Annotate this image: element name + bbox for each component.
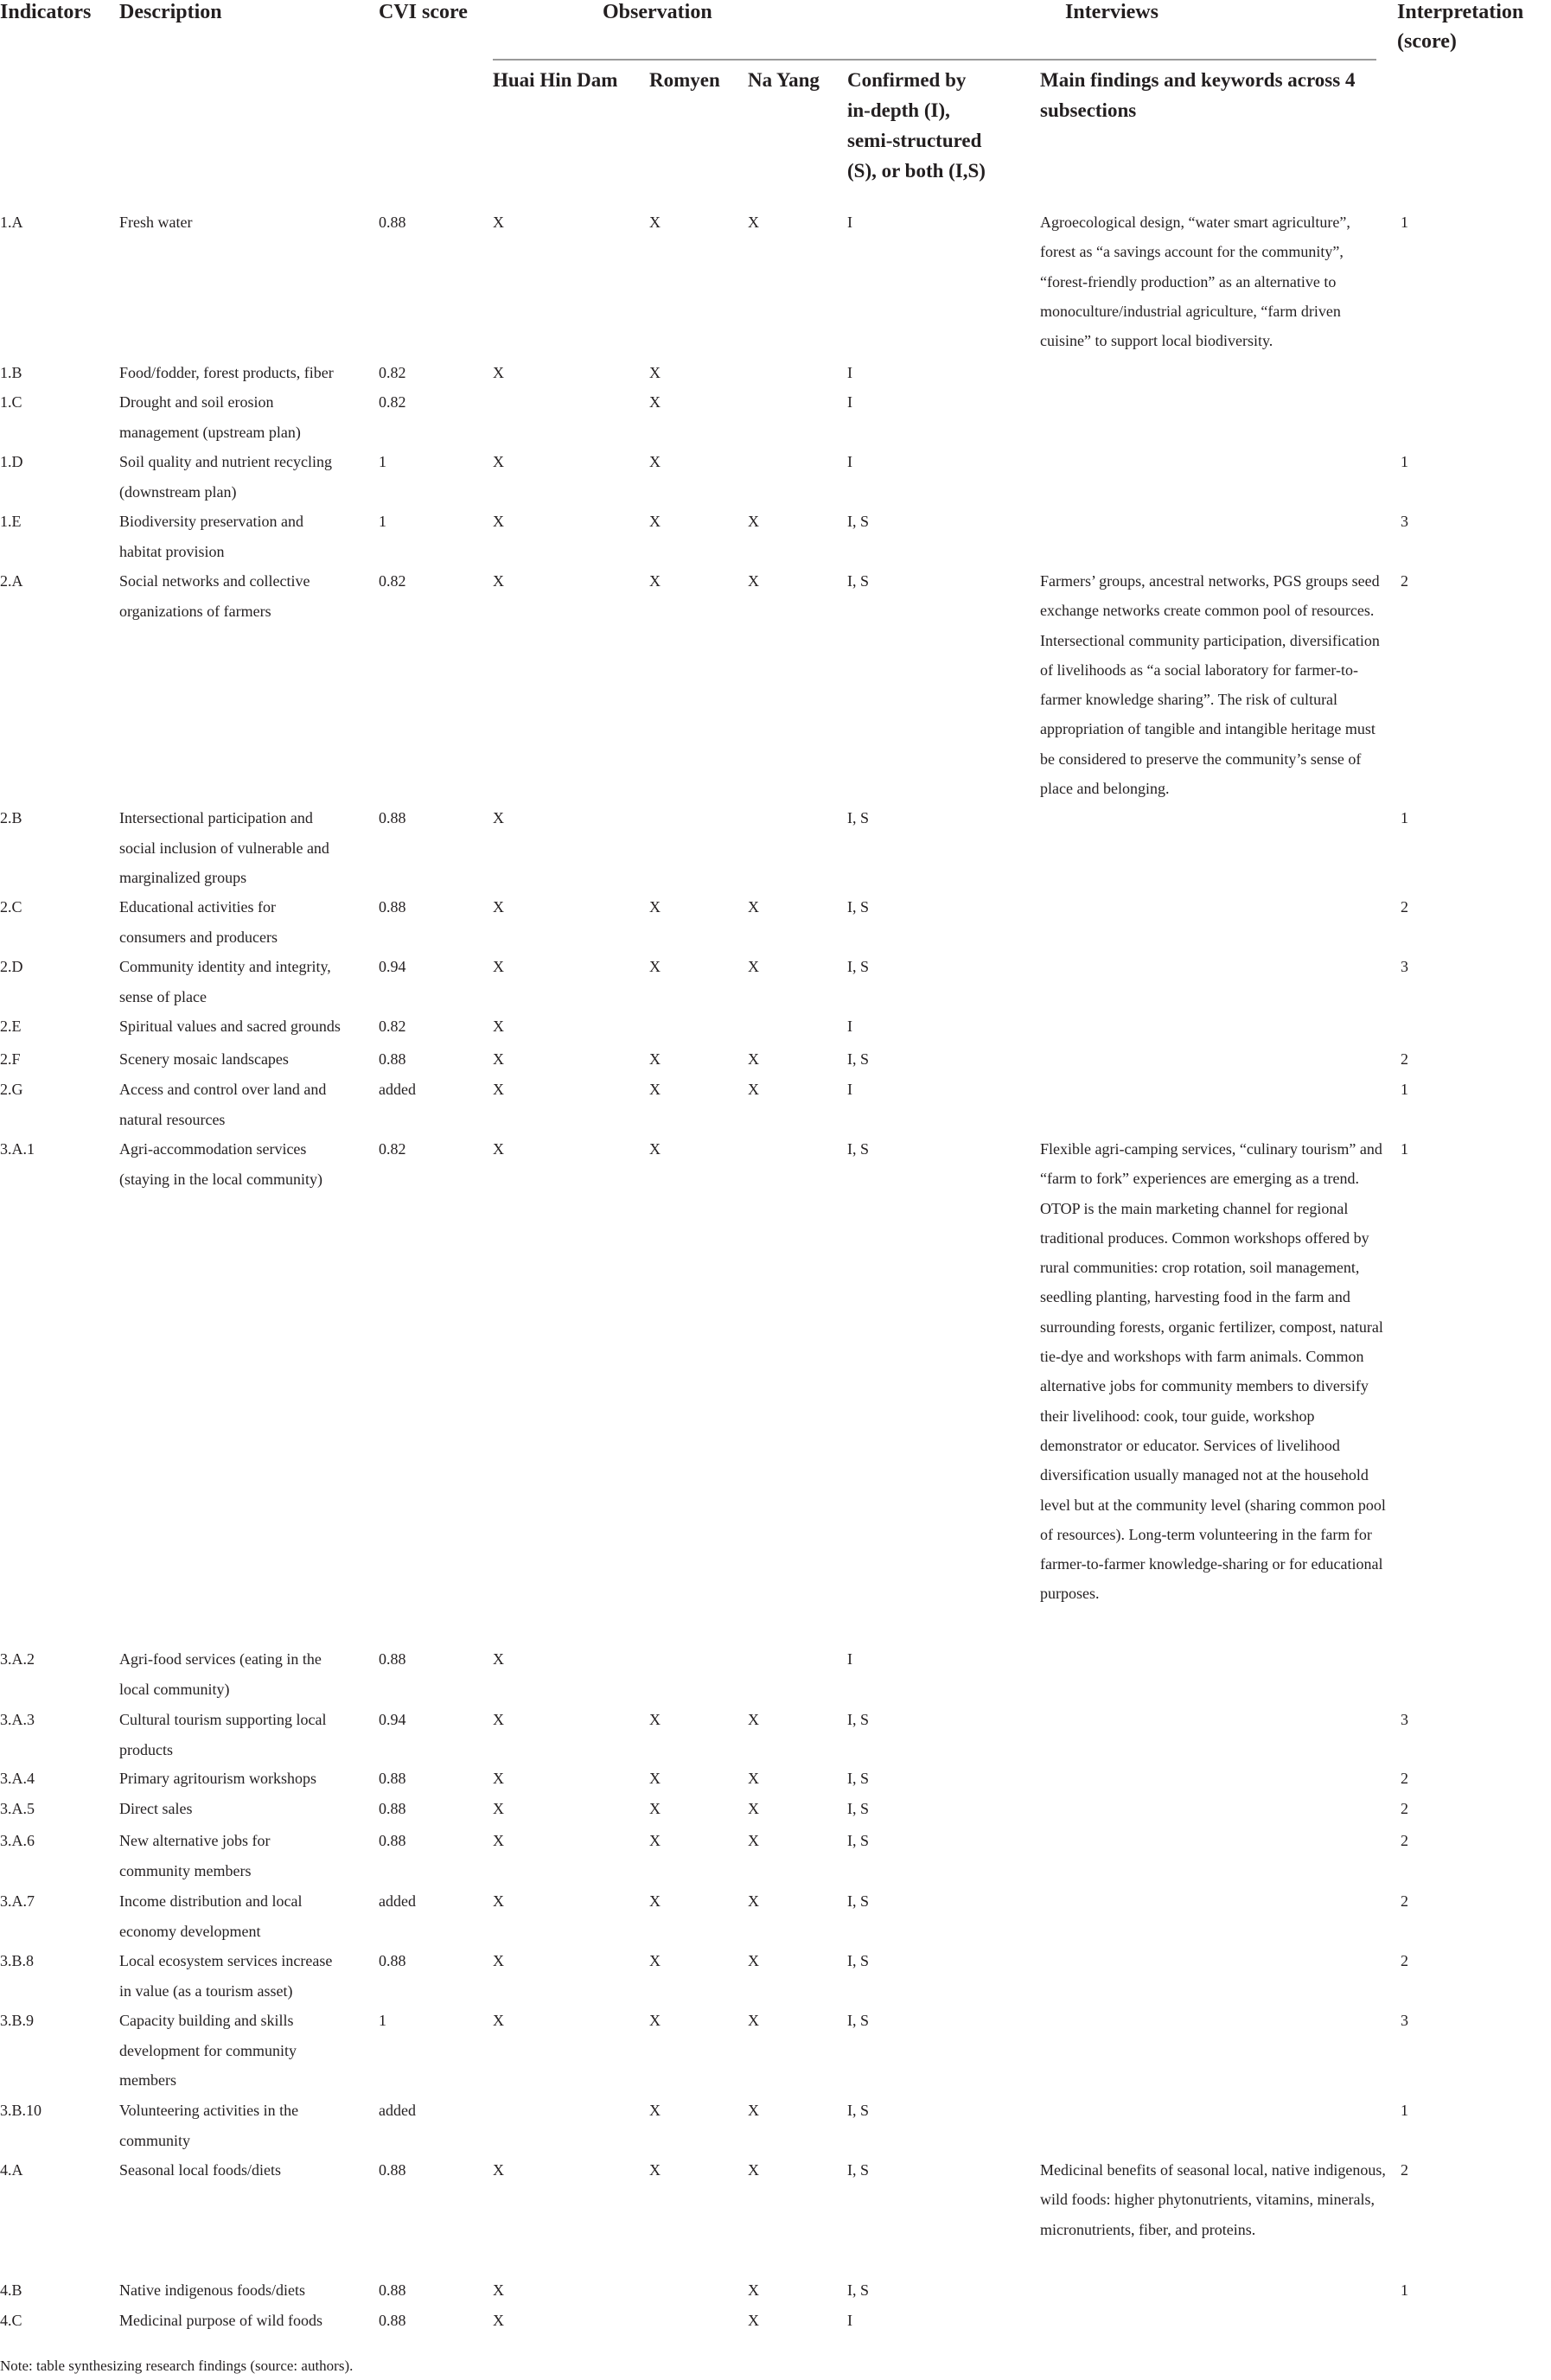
main-findings-text: Agroecological design, “water smart agriculture”, forest as “a savings account for the community”, “forest-friendly production” as an alternative to monoculture/industrial agriculture, “farm driven cuisine” to support local biodiversity. (1040, 214, 1350, 350)
description: Soil quality and nutrient recycling (119, 453, 332, 470)
description: organizations of farmers (119, 602, 271, 620)
obs-huai-hin-dam: X (493, 1711, 504, 1728)
description: Native indigenous foods/diets (119, 2281, 305, 2299)
interpretation-score: 1 (1401, 1081, 1408, 1098)
header-interpretation-line1: Interpretation (1397, 1, 1524, 23)
description: New alternative jobs for (119, 1832, 271, 1849)
obs-romyen: X (649, 1050, 661, 1068)
description: economy development (119, 1922, 261, 1940)
confirmed-by: I (847, 364, 852, 381)
interpretation-score: 1 (1401, 809, 1408, 826)
description: Community identity and integrity, (119, 958, 331, 975)
description: marginalized groups (119, 869, 247, 886)
obs-na-yang: X (748, 2161, 759, 2179)
obs-huai-hin-dam: X (493, 453, 504, 470)
description: Agri-food services (eating in the (119, 1650, 322, 1668)
confirmed-by: I, S (847, 572, 870, 590)
description: social inclusion of vulnerable and (119, 839, 329, 857)
description: Food/fodder, forest products, fiber (119, 364, 334, 381)
confirmed-by: I, S (847, 1832, 870, 1849)
obs-huai-hin-dam: X (493, 1800, 504, 1817)
description: development for community (119, 2041, 297, 2059)
confirmed-by: I (847, 453, 852, 470)
obs-na-yang: X (748, 1711, 759, 1728)
indicator-id: 2.D (0, 958, 23, 975)
obs-huai-hin-dam: X (493, 958, 504, 975)
description: Access and control over land and (119, 1081, 327, 1098)
header-indicators: Indicators (0, 1, 92, 23)
description: community (119, 2131, 190, 2149)
indicator-id: 3.A.1 (0, 1140, 35, 1158)
obs-na-yang: X (748, 1081, 759, 1098)
cvi-score: added (379, 2102, 416, 2119)
cvi-score: 0.88 (379, 2312, 406, 2329)
header-confirmed-line4: (S), or both (I,S) (847, 160, 986, 182)
cvi-score: 0.88 (379, 2281, 406, 2299)
description: Intersectional participation and (119, 809, 313, 826)
confirmed-by: I, S (847, 1892, 870, 1910)
confirmed-by: I, S (847, 898, 870, 916)
interpretation-score: 1 (1401, 453, 1408, 470)
obs-romyen: X (649, 1140, 661, 1158)
obs-romyen: X (649, 572, 661, 590)
description: community members (119, 1861, 252, 1879)
description: Social networks and collective (119, 572, 310, 590)
description: habitat provision (119, 542, 225, 560)
obs-huai-hin-dam: X (493, 1650, 504, 1668)
indicator-id: 4.A (0, 2161, 23, 2179)
indicator-id: 3.A.7 (0, 1892, 35, 1910)
indicator-id: 4.C (0, 2312, 22, 2329)
description: (staying in the local community) (119, 1170, 322, 1188)
obs-na-yang: X (748, 2312, 759, 2329)
cvi-score: 1 (379, 513, 386, 530)
description: Cultural tourism supporting local (119, 1711, 327, 1728)
cvi-score: 0.82 (379, 364, 406, 381)
header-confirmed-line2: in-depth (I), (847, 99, 950, 121)
obs-na-yang: X (748, 214, 759, 231)
obs-huai-hin-dam: X (493, 2281, 504, 2299)
description: consumers and producers (119, 928, 278, 946)
cvi-score: added (379, 1081, 416, 1098)
interpretation-score: 2 (1401, 1832, 1408, 1849)
header-findings-line1: Main findings and keywords across 4 (1040, 69, 1356, 91)
obs-huai-hin-dam: X (493, 1081, 504, 1098)
obs-romyen: X (649, 214, 661, 231)
obs-huai-hin-dam: X (493, 809, 504, 826)
obs-na-yang: X (748, 958, 759, 975)
indicator-id: 4.B (0, 2281, 22, 2299)
cvi-score: 0.82 (379, 1140, 406, 1158)
interpretation-score: 2 (1401, 572, 1408, 590)
confirmed-by: I, S (847, 958, 870, 975)
header-confirmed-line1: Confirmed by (847, 69, 967, 91)
cvi-score: 0.82 (379, 1018, 406, 1035)
obs-na-yang: X (748, 1050, 759, 1068)
obs-romyen: X (649, 1892, 661, 1910)
obs-huai-hin-dam: X (493, 2012, 504, 2029)
cvi-score: 0.88 (379, 1800, 406, 1817)
confirmed-by: I, S (847, 1711, 870, 1728)
description: management (upstream plan) (119, 423, 301, 441)
description: in value (as a tourism asset) (119, 1981, 293, 2000)
obs-huai-hin-dam: X (493, 214, 504, 231)
obs-huai-hin-dam: X (493, 2312, 504, 2329)
header-description: Description (119, 1, 222, 23)
indicator-id: 2.A (0, 572, 23, 590)
obs-huai-hin-dam: X (493, 1952, 504, 1969)
cvi-score: 1 (379, 2012, 386, 2029)
interpretation-score: 1 (1401, 2102, 1408, 2119)
obs-huai-hin-dam: X (493, 364, 504, 381)
obs-romyen: X (649, 1832, 661, 1849)
cvi-score: added (379, 1892, 416, 1910)
main-findings-text: Flexible agri-camping services, “culinary tourism” and “farm to fork” experiences are emerging as a trend. OTOP is the main marketing channel for regional traditional produces. Common workshops offered by rural communities: crop rotation, soil management, seedling planting, harvesting food in the farm and surrounding forests, organic fertilizer, compost, natural tie-dye and workshops with farm animals. Common alternative jobs for community members to diversify their livelihood: cook, tour guide, workshop demonstrator or educator. Services of livelihood diversification usually managed not at the household level but at the community level (sharing common pool of resources). Long-term volunteering in the farm for farmer-to-farmer knowledge-sharing or for educational purposes. (1040, 1140, 1386, 1603)
confirmed-by: I, S (847, 2161, 870, 2179)
obs-huai-hin-dam: X (493, 1832, 504, 1849)
indicator-id: 2.C (0, 898, 22, 916)
obs-romyen: X (649, 2102, 661, 2119)
confirmed-by: I, S (847, 809, 870, 826)
obs-huai-hin-dam: X (493, 572, 504, 590)
obs-na-yang: X (748, 898, 759, 916)
confirmed-by: I, S (847, 1770, 870, 1787)
interpretation-score: 2 (1401, 1952, 1408, 1969)
description: Local ecosystem services increase (119, 1952, 333, 1969)
indicator-id: 3.B.10 (0, 2102, 42, 2119)
indicator-id: 3.B.8 (0, 1952, 35, 1969)
cvi-score: 1 (379, 453, 386, 470)
confirmed-by: I (847, 2312, 852, 2329)
table-note: Note: table synthesizing research findings (source: authors). (0, 2358, 354, 2374)
obs-romyen: X (649, 364, 661, 381)
obs-huai-hin-dam: X (493, 1770, 504, 1787)
obs-huai-hin-dam: X (493, 898, 504, 916)
obs-romyen: X (649, 2161, 661, 2179)
obs-romyen: X (649, 453, 661, 470)
cvi-score: 0.82 (379, 393, 406, 411)
indicator-id: 3.B.9 (0, 2012, 35, 2029)
obs-romyen: X (649, 1711, 661, 1728)
cvi-score: 0.82 (379, 572, 406, 590)
interpretation-score: 2 (1401, 1050, 1408, 1068)
indicator-id: 3.A.2 (0, 1650, 35, 1668)
interpretation-score: 2 (1401, 2161, 1408, 2179)
confirmed-by: I (847, 214, 852, 231)
obs-romyen: X (649, 2012, 661, 2029)
description: Capacity building and skills (119, 2012, 294, 2029)
description: Fresh water (119, 214, 193, 231)
indicator-id: 1.B (0, 364, 22, 381)
interpretation-score: 1 (1401, 1140, 1408, 1158)
obs-romyen: X (649, 958, 661, 975)
cvi-score: 0.94 (379, 1711, 406, 1728)
obs-na-yang: X (748, 513, 759, 530)
obs-romyen: X (649, 1081, 661, 1098)
interpretation-score: 3 (1401, 513, 1408, 530)
description: Direct sales (119, 1800, 193, 1817)
indicator-id: 2.E (0, 1018, 22, 1035)
indicator-id: 3.A.5 (0, 1800, 35, 1817)
description: Volunteering activities in the (119, 2102, 299, 2119)
indicator-id: 2.B (0, 809, 22, 826)
header-underline (493, 59, 1376, 61)
interpretation-score: 3 (1401, 1711, 1408, 1728)
obs-na-yang: X (748, 2281, 759, 2299)
cvi-score: 0.94 (379, 958, 406, 975)
description: sense of place (119, 987, 207, 1005)
indicator-id: 1.A (0, 214, 23, 231)
obs-huai-hin-dam: X (493, 1140, 504, 1158)
obs-huai-hin-dam: X (493, 1050, 504, 1068)
description: Scenery mosaic landscapes (119, 1050, 289, 1068)
description: Agri-accommodation services (119, 1140, 307, 1158)
obs-romyen: X (649, 513, 661, 530)
description: Income distribution and local (119, 1892, 303, 1910)
confirmed-by: I, S (847, 1050, 870, 1068)
cvi-score: 0.88 (379, 1832, 406, 1849)
cvi-score: 0.88 (379, 1952, 406, 1969)
obs-na-yang: X (748, 1892, 759, 1910)
interpretation-score: 2 (1401, 1770, 1408, 1787)
interpretation-score: 1 (1401, 2281, 1408, 2299)
obs-huai-hin-dam: X (493, 2161, 504, 2179)
obs-romyen: X (649, 898, 661, 916)
indicator-id: 3.A.3 (0, 1711, 35, 1728)
main-findings-text: Farmers’ groups, ancestral networks, PGS groups seed exchange networks create common pool of resources. Intersectional community participation, diversification of livelihoods as “a social laboratory for farmer-to-farmer knowledge sharing”. The risk of cultural appropriation of tangible and intangible heritage must be considered to preserve the community’s sense of place and belonging. (1040, 572, 1380, 798)
description: members (119, 2071, 176, 2089)
indicator-id: 3.A.4 (0, 1770, 35, 1787)
cvi-score: 0.88 (379, 809, 406, 826)
obs-romyen: X (649, 1770, 661, 1787)
description: Biodiversity preservation and (119, 513, 303, 530)
description: Drought and soil erosion (119, 393, 274, 411)
confirmed-by: I, S (847, 2281, 870, 2299)
description: products (119, 1740, 173, 1758)
interpretation-score: 2 (1401, 898, 1408, 916)
description: local community) (119, 1680, 230, 1698)
obs-romyen: X (649, 1800, 661, 1817)
confirmed-by: I, S (847, 513, 870, 530)
obs-na-yang: X (748, 2012, 759, 2029)
obs-na-yang: X (748, 1770, 759, 1787)
interpretation-score: 2 (1401, 1892, 1408, 1910)
indicator-id: 1.D (0, 453, 23, 470)
main-findings-text: Medicinal benefits of seasonal local, native indigenous, wild foods: higher phytonutrients, vitamins, minerals, micronutrients, fiber, and proteins. (1040, 2161, 1386, 2238)
obs-na-yang: X (748, 2102, 759, 2119)
description: Spiritual values and sacred grounds (119, 1018, 341, 1035)
obs-na-yang: X (748, 572, 759, 590)
confirmed-by: I, S (847, 2012, 870, 2029)
cvi-score: 0.88 (379, 1650, 406, 1668)
indicator-id: 2.G (0, 1081, 23, 1098)
header-observation: Observation (603, 1, 712, 23)
header-interpretation-line2: (score) (1397, 30, 1457, 53)
cvi-score: 0.88 (379, 214, 406, 231)
confirmed-by: I (847, 1018, 852, 1035)
header-site-romyen: Romyen (649, 69, 720, 91)
description: Educational activities for (119, 898, 276, 916)
obs-na-yang: X (748, 1800, 759, 1817)
header-site-na-yang: Na Yang (748, 69, 820, 91)
obs-na-yang: X (748, 1952, 759, 1969)
header-findings-line2: subsections (1040, 99, 1137, 121)
description: natural resources (119, 1110, 226, 1128)
indicator-id: 3.A.6 (0, 1832, 35, 1849)
confirmed-by: I, S (847, 1140, 870, 1158)
confirmed-by: I (847, 1081, 852, 1098)
cvi-score: 0.88 (379, 1050, 406, 1068)
obs-romyen: X (649, 393, 661, 411)
cvi-score: 0.88 (379, 1770, 406, 1787)
indicator-id: 1.C (0, 393, 22, 411)
interpretation-score: 3 (1401, 958, 1408, 975)
description: Medicinal purpose of wild foods (119, 2312, 322, 2329)
obs-huai-hin-dam: X (493, 1892, 504, 1910)
header-site-huai-hin-dam: Huai Hin Dam (493, 69, 618, 91)
description: Primary agritourism workshops (119, 1770, 316, 1787)
interpretation-score: 1 (1401, 214, 1408, 231)
obs-huai-hin-dam: X (493, 1018, 504, 1035)
obs-huai-hin-dam: X (493, 513, 504, 530)
confirmed-by: I, S (847, 1952, 870, 1969)
interpretation-score: 3 (1401, 2012, 1408, 2029)
confirmed-by: I, S (847, 1800, 870, 1817)
confirmed-by: I, S (847, 2102, 870, 2119)
indicator-id: 2.F (0, 1050, 21, 1068)
indicator-id: 1.E (0, 513, 22, 530)
obs-na-yang: X (748, 1832, 759, 1849)
description: Seasonal local foods/diets (119, 2161, 281, 2179)
confirmed-by: I (847, 393, 852, 411)
cvi-score: 0.88 (379, 2161, 406, 2179)
cvi-score: 0.88 (379, 898, 406, 916)
header-cvi-score: CVI score (379, 1, 468, 23)
header-interviews: Interviews (1065, 1, 1158, 23)
confirmed-by: I (847, 1650, 852, 1668)
interpretation-score: 2 (1401, 1800, 1408, 1817)
header-confirmed-line3: semi-structured (847, 130, 982, 151)
obs-romyen: X (649, 1952, 661, 1969)
description: (downstream plan) (119, 482, 237, 501)
